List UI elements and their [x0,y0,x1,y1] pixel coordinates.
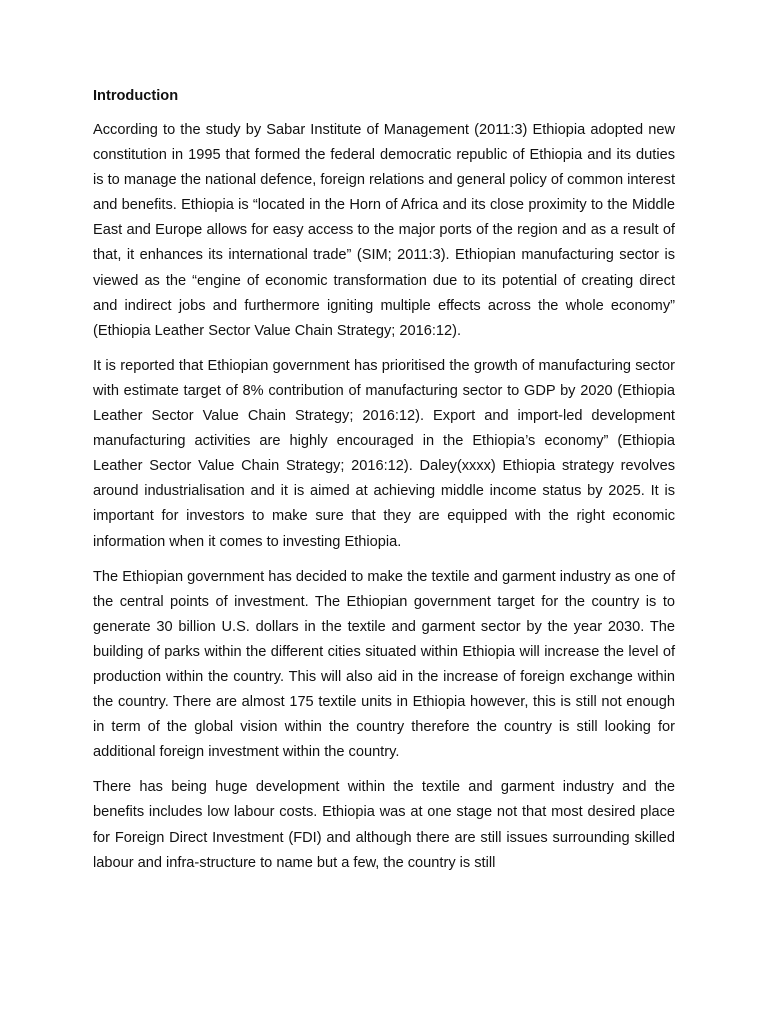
paragraph-4: There has being huge development within the textile and garment industry and the benefits includes low labour costs. Ethiopia was at one stage not that most desired place for Foreign Direct Investment (FDI) and although there are still issues surrounding skilled labour and infra-structure to name but a few, the country is still [93,779,675,871]
section-heading: Introduction [93,88,179,104]
paragraph-1: According to the study by Sabar Institute of Management (2011:3) Ethiopia adopted new constitution in 1995 that formed the federal democratic republic of Ethiopia and its duties is to manage the national defence, foreign relations and general policy of common interest and benefits. Ethiopia is “located in the Horn of Africa and its close proximity to the Middle East and Europe allows for easy access to the major ports of the region and as a result of that, it enhances its international trade” (SIM; 2011:3). Ethiopian manufacturing sector is viewed as the “engine of economic transformation due to its potential of creating direct and indirect jobs and furthermore igniting multiple effects across the whole economy” (Ethiopia Leather Sector Value Chain Strategy; 2016:12). [93,122,675,339]
paragraph-2: It is reported that Ethiopian government has prioritised the growth of manufacturing sector with estimate target of 8% contribution of manufacturing sector to GDP by 2020 (Ethiopia Leather Sector Value Chain Strategy; 2016:12). Export and import-led development manufacturing activities are highly encouraged in the Ethiopia’s economy” (Ethiopia Leather Sector Value Chain Strategy; 2016:12). Daley(xxxx) Ethiopia strategy revolves around industrialisation and it is aimed at achieving middle income status by 2025. It is important for investors to make sure that they are equipped with the right economic information when it comes to investing Ethiopia. [93,357,675,550]
paragraph-3: The Ethiopian government has decided to make the textile and garment industry as one of the central points of investment. The Ethiopian government target for the country is to generate 30 billion U.S. dollars in the textile and garment sector by the year 2030. The building of parks within the different cities situated within Ethiopia will increase the level of production within the country. This will also aid in the increase of foreign exchange within the country. There are almost 175 textile units in Ethiopia however, this is still not enough in term of the global vision within the country therefore the country is still looking for additional foreign investment within the country. [93,568,675,761]
document-body [93,86,675,886]
